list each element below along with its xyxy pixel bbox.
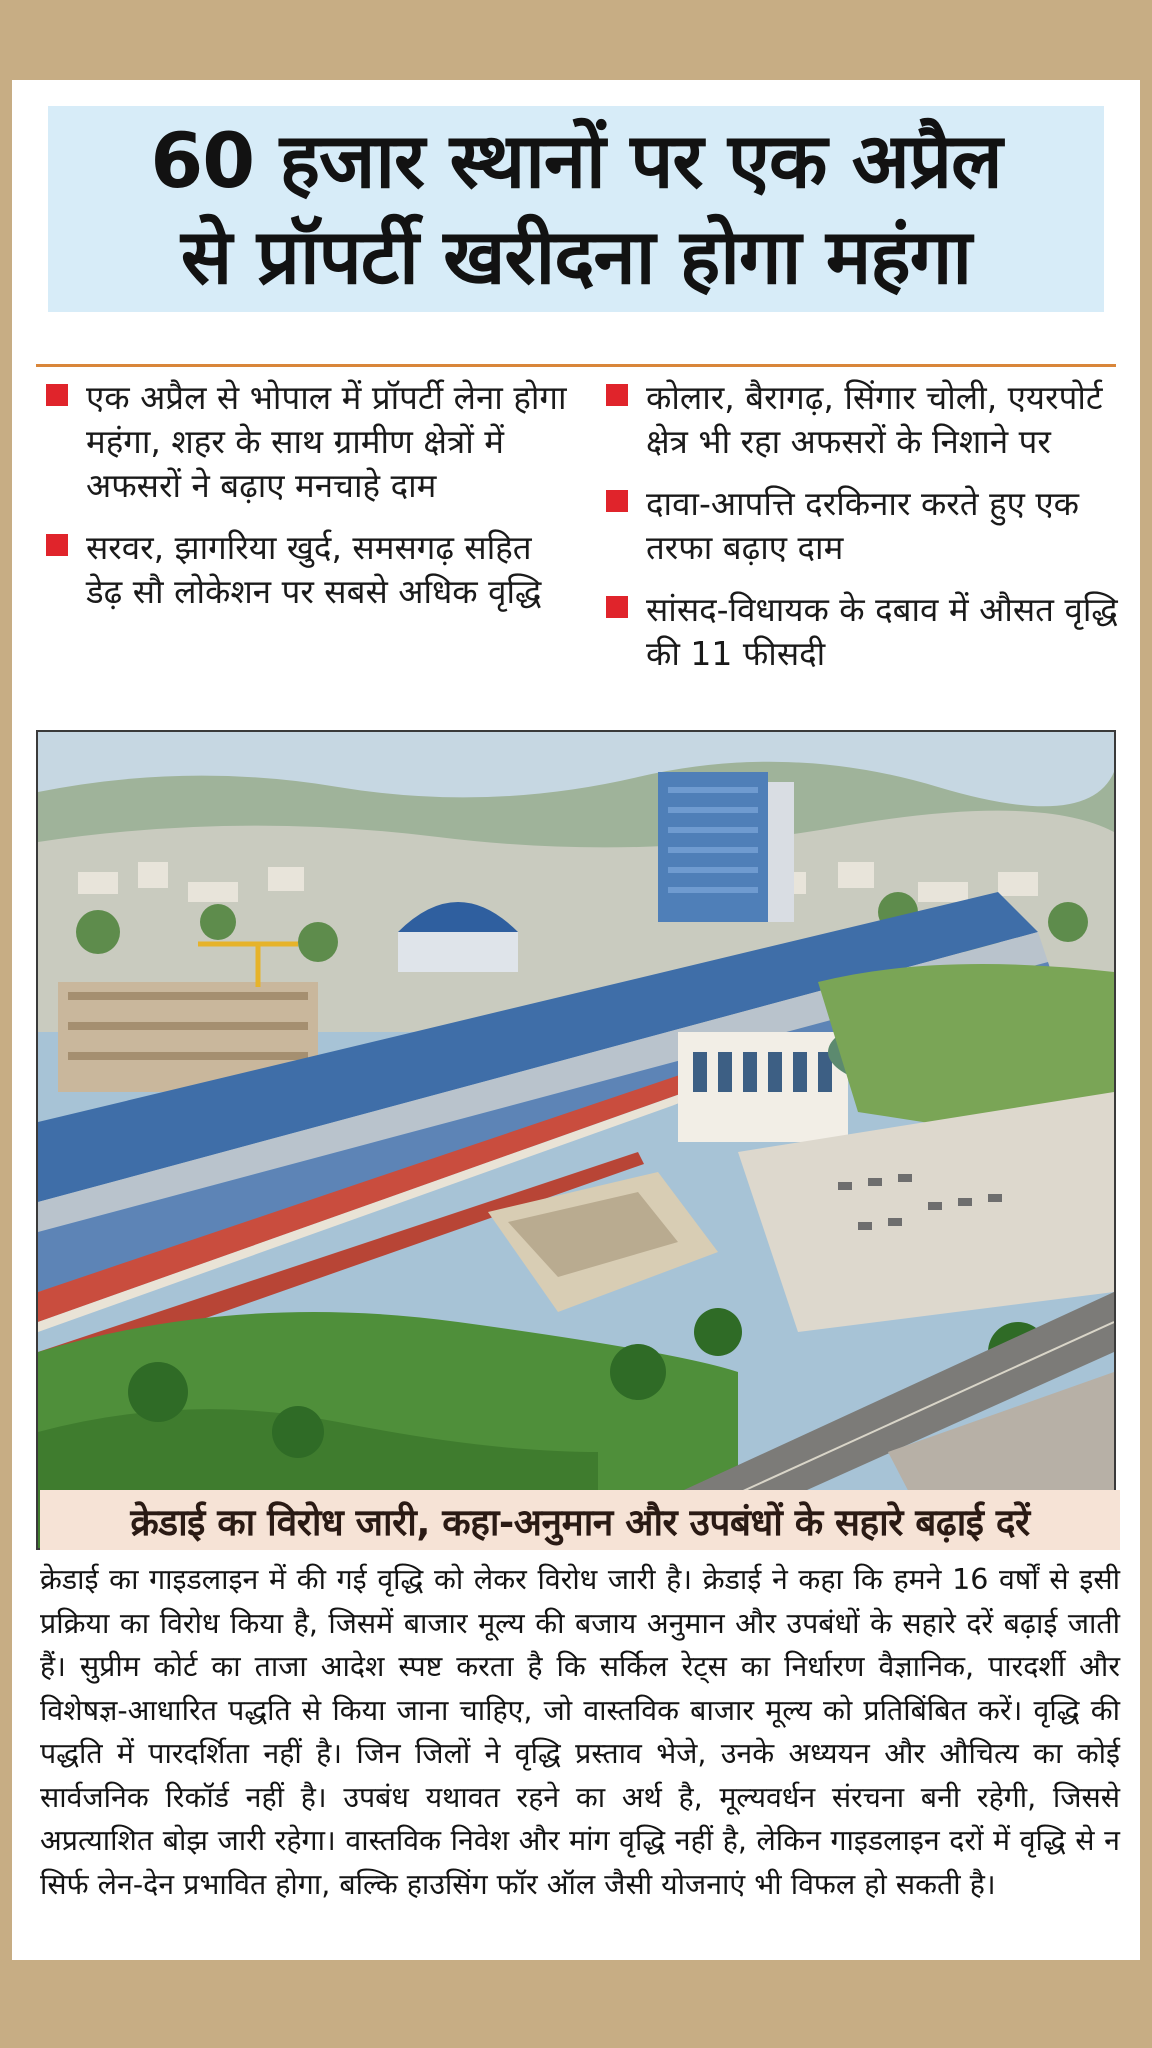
headline-line-1: 60 हजार स्थानों पर एक अप्रैल <box>150 116 1002 205</box>
bullet-text: सरवर, झागरिया खुर्द, समसगढ़ सहित डेढ़ सौ लोकेशन पर सबसे अधिक वृद्धि <box>86 528 542 611</box>
red-square-bullet-icon <box>46 384 68 406</box>
news-clipping <box>12 80 1140 1960</box>
bullet-text: सांसद-विधायक के दबाव में औसत वृद्धि की 11 फीसदी <box>646 590 1118 673</box>
bullet-text: कोलार, बैरागढ़, सिंगार चोली, एयरपोर्ट क्षेत्र भी रहा अफसरों के निशाने पर <box>646 378 1103 461</box>
subheadline <box>40 1490 1120 1550</box>
red-square-bullet-icon <box>606 384 628 406</box>
divider-rule <box>36 364 1116 367</box>
bullet-item <box>40 526 570 614</box>
article-body: क्रेडाई का गाइडलाइन में की गई वृद्धि को लेकर विरोध जारी है। क्रेडाई ने कहा कि हमने 16 वर्षों से इसी प्रक्रिया का विरोध किया है, जिसमें बाजार मूल्य की बजाय अनुमान और उपबंधों के सहारे दरें बढ़ाई जाती हैं। सुप्रीम कोर्ट का ताजा आदेश स्पष्ट करता है कि सर्किल रेट्स का निर्धारण वैज्ञानिक, पारदर्शी और विशेषज्ञ-आधारित पद्धति से किया जाना चाहिए, जो वास्तविक बाजार मूल्य को प्रतिबिंबित करें। वृद्धि की पद्धति में पारदर्शिता नहीं है। जिन जिलों ने वृद्धि प्रस्ताव भेजे, उनके अध्ययन और औचित्य का कोई सार्वजनिक रिकॉर्ड नहीं है। उपबंध यथावत रहने का अर्थ है, मूल्यवर्धन संरचना बनी रहेगी, जिससे अप्रत्याशित बोझ जारी रहेगा। वास्तविक निवेश और मांग वृद्धि नहीं है, लेकिन गाइडलाइन दरों में वृद्धि से न सिर्फ लेन-देन प्रभावित होगा, बल्कि हाउसिंग फॉर ऑल जैसी योजनाएं भी विफल हो सकती है। <box>40 1563 1120 1901</box>
headline <box>48 106 1104 312</box>
headline-line-2: से प्रॉपर्टी खरीदना होगा महंगा <box>180 212 972 301</box>
red-square-bullet-icon <box>606 490 628 512</box>
bullet-item <box>600 376 1120 464</box>
subheadline-text: क्रेडाई का विरोध जारी, कहा-अनुमान और उपबंधों के सहारे बढ़ाई दरें <box>130 1500 1030 1544</box>
bullet-list-right <box>600 376 1120 694</box>
red-square-bullet-icon <box>606 596 628 618</box>
bullet-text: दावा-आपत्ति दरकिनार करते हुए एक तरफा बढ़ाए दाम <box>646 484 1079 567</box>
aerial-photo-railway-station <box>36 730 1116 1550</box>
bullet-item <box>40 376 570 508</box>
bullet-text: एक अप्रैल से भोपाल में प्रॉपर्टी लेना होगा महंगा, शहर के साथ ग्रामीण क्षेत्रों में अफसरों ने बढ़ाए मनचाहे दाम <box>86 378 567 505</box>
bullet-item <box>600 482 1120 570</box>
bullet-item <box>600 588 1120 676</box>
bullet-list-left <box>40 376 570 632</box>
red-square-bullet-icon <box>46 534 68 556</box>
